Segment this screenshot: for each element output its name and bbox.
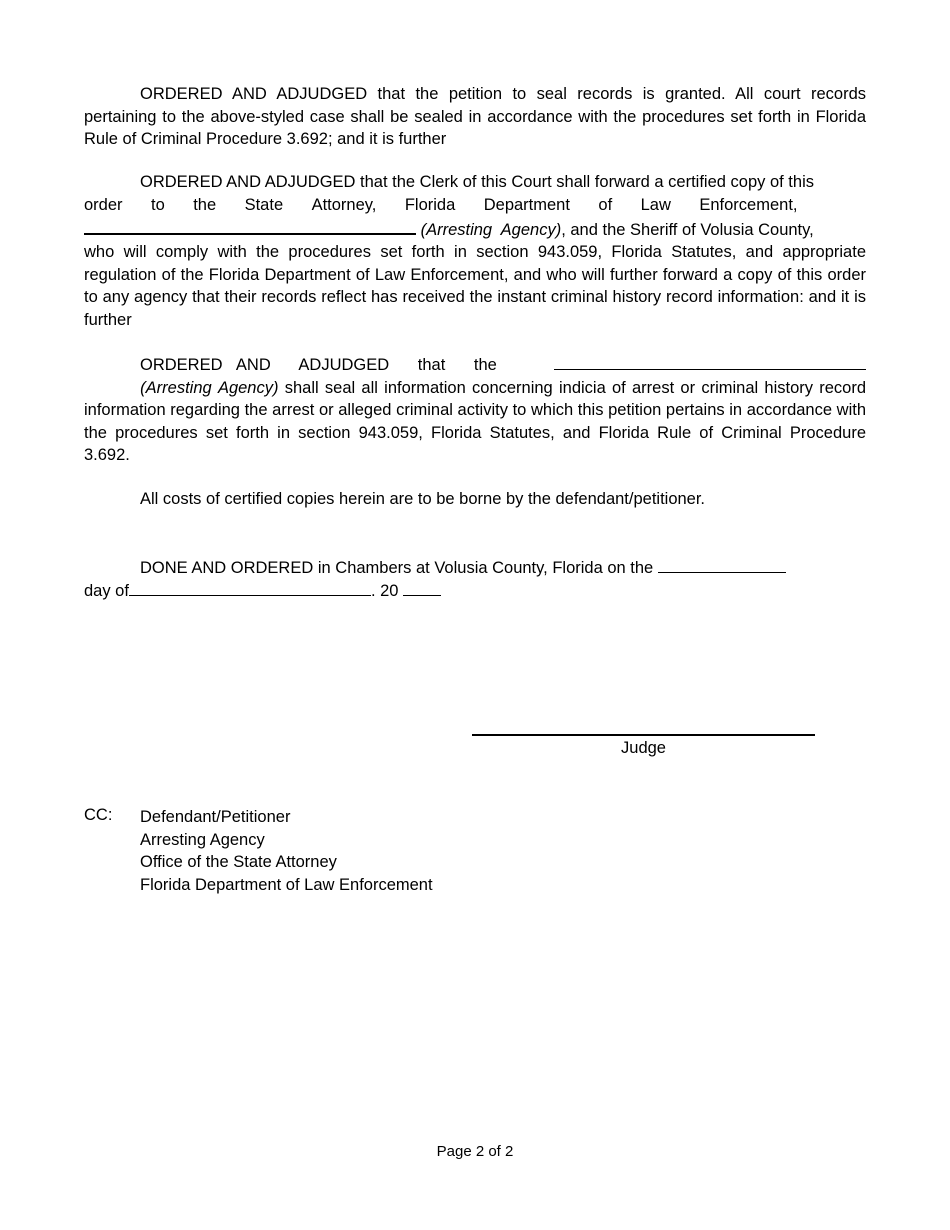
paragraph-text: ORDERED AND ADJUDGED that the (140, 356, 497, 374)
paragraph-text: ORDERED AND ADJUDGED that the petition to seal records is granted. All court records pertaining to the above-styled case shall be sealed in accordance with the procedures set forth in Florida Rule of Criminal Procedure 3.692; and it is further (84, 85, 866, 149)
day-of-label: day of (84, 582, 129, 600)
paragraph-clerk-forward-line1 (84, 173, 866, 192)
paragraph-sealing-granted (84, 83, 866, 151)
judge-signature-line[interactable] (472, 734, 815, 736)
cc-label: CC: (84, 806, 113, 824)
paragraph-clerk-forward-line3 (84, 219, 866, 240)
arresting-agency-blank-2[interactable] (554, 355, 866, 370)
year-prefix: . 20 (370, 582, 399, 600)
paragraph-clerk-forward-line2 (84, 196, 866, 215)
paragraph-clerk-forward-rest (84, 241, 866, 331)
paragraph-done-ordered-line1 (84, 558, 866, 578)
cc-recipient: Office of the State Attorney (140, 853, 337, 872)
word: to (150, 196, 165, 214)
arresting-agency-label: (Arresting Agency) (420, 221, 562, 239)
cc-recipient: Florida Department of Law Enforcement (140, 875, 433, 894)
arresting-agency-label-2b: Agency) (217, 378, 279, 397)
word: Enforcement, (699, 196, 798, 214)
paragraph-agency-seal (84, 354, 866, 467)
word: Florida (404, 196, 456, 214)
word: the (193, 196, 217, 214)
paragraph-text: DONE AND ORDERED in Chambers at Volusia County, Florida on the (140, 559, 654, 577)
word: Department (483, 196, 570, 214)
day-blank[interactable] (658, 558, 786, 573)
cc-recipient: Defendant/Petitioner (140, 808, 291, 826)
word: of (598, 196, 613, 214)
arresting-agency-blank[interactable] (84, 219, 416, 235)
word: Attorney, (311, 196, 377, 214)
word: State (244, 196, 284, 214)
paragraph-text: , and the Sheriff of Volusia County, (561, 221, 814, 239)
cc-recipient: Arresting Agency (140, 830, 265, 849)
page-number: Page 2 of 2 (436, 1143, 514, 1160)
year-blank[interactable] (403, 581, 441, 596)
judge-label: Judge (621, 739, 666, 757)
paragraph-text: All costs of certified copies herein are to be borne by the defendant/petitioner. (140, 490, 706, 508)
paragraph-done-ordered-line2 (84, 581, 866, 601)
cc-recipient-list (140, 806, 433, 896)
paragraph-text: ORDERED AND ADJUDGED that the Clerk of this Court shall forward a certified copy of this (140, 173, 814, 191)
paragraph-text: shall seal all information concerning indicia of arrest or criminal history record information regarding the arrest or alleged criminal activity to which this petition pertains in accordance with the procedures set forth in section 943.059, Florida Statutes, and Florida Rule of Criminal Procedure 3.692. (84, 378, 867, 465)
paragraph-text: who will comply with the procedures set forth in section 943.059, Florida Statutes, and appropriate regulation of the Florida Department of Law Enforcement, and who will further forward a copy of this order to any agency that their records reflect has received the instant criminal history record information: and it is further (84, 243, 866, 329)
word: Law (640, 196, 671, 214)
arresting-agency-label-2a: (Arresting (140, 378, 212, 397)
paragraph-costs (84, 490, 866, 509)
month-blank[interactable] (129, 581, 371, 596)
word: order (84, 196, 123, 214)
